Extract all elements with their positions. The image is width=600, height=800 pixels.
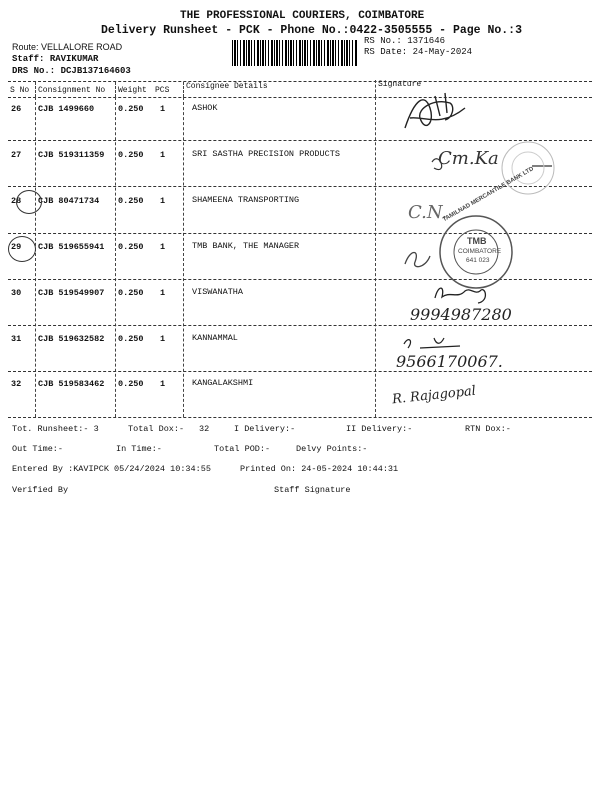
ii-delivery: II Delivery:- [346,424,413,434]
row-consignment-no: CJB 519632582 [38,334,105,344]
col-sep [375,80,376,97]
staff-value: RAVIKUMAR [49,54,99,64]
row-pcs: 1 [160,379,166,389]
col-pcs: PCS [155,86,170,95]
handdrawn-circle [16,190,42,214]
signature-row-31 [400,334,470,354]
staff-signature: Staff Signature [274,485,351,495]
row-sno: 29 [11,242,22,252]
col-sep [115,97,116,417]
verified-by: Verified By [12,485,69,495]
row-weight: 0.250 [118,379,144,389]
route-value: VELLALORE ROAD [41,42,123,52]
col-weight: Weight [118,86,147,95]
row-weight: 0.250 [118,334,144,344]
row-pcs: 1 [160,196,166,206]
printed-on: Printed On: 24-05-2024 10:44:31 [240,464,399,474]
runsheet-title: Delivery Runsheet - PCK - Phone No.:0422-3505555 - Page No.:3 [101,24,522,37]
barcode [232,40,358,66]
route-label: Route: [12,42,39,52]
signature-text-27: Cm.Ka [438,148,499,169]
in-time: In Time:- [116,444,162,454]
col-sep [35,97,36,417]
signature-row-30 [430,283,500,307]
signature-text-32: R. Rajagopal [391,383,477,408]
entered-by: Entered By :KAVIPCK 05/24/2024 10:34:55 [12,464,211,474]
stamp-city: COIMBATORE [458,248,502,255]
drs-label: DRS No.: [12,66,56,76]
row-consignment-no: CJB 519549907 [38,288,105,298]
row-weight: 0.250 [118,196,144,206]
handdrawn-circle [8,236,36,262]
row-sno: 32 [11,379,22,389]
row-pcs: 1 [160,288,166,298]
row-rule [8,371,592,372]
row-consignee: TMB BANK, THE MANAGER [192,241,300,251]
row-consignee: VISWANATHA [192,287,244,297]
phone-row-31: 9566170067. [396,352,503,371]
col-sno: S No [10,86,30,95]
stamp-bank-name: TAMILNAD MERCANTILE BANK LTD [442,166,535,224]
delvy-points: Delvy Points:- [296,444,368,454]
row-sno: 30 [11,288,22,298]
row-sno: 31 [11,334,22,344]
stamp-tmb: TMB [467,236,487,246]
table-header-rule [8,97,592,98]
drs-line [12,66,131,76]
col-sep [115,82,116,97]
route-line [12,42,122,52]
tot-runsheet: Tot. Runsheet:- 3 [12,424,99,434]
row-sno: 27 [11,150,22,160]
row-consignment-no: CJB 1499660 [38,104,95,114]
col-sep [35,82,36,97]
row-pcs: 1 [160,334,166,344]
row-weight: 0.250 [118,104,144,114]
col-signature: Signature [378,80,422,89]
row-weight: 0.250 [118,150,144,160]
col-sep [183,82,184,97]
row-consignee: SHAMEENA TRANSPORTING [192,195,300,205]
total-dox: Total Dox:- [128,424,185,434]
col-sep [375,97,376,417]
staff-label: Staff: [12,54,45,64]
company-title: THE PROFESSIONAL COURIERS, COIMBATORE [180,10,425,22]
stamp-pin: 641 023 [466,257,490,264]
row-weight: 0.250 [118,288,144,298]
row-sno: 28 [11,196,22,206]
col-consignee: Consignee Details [186,82,268,91]
table-top-rule [8,81,592,82]
row-consignment-no: CJB 519655941 [38,242,105,252]
row-pcs: 1 [160,150,166,160]
row-consignment-no: CJB 519583462 [38,379,105,389]
signature-text-28: C.N. [408,202,448,223]
signature-row-26 [395,88,475,138]
row-rule [8,417,592,418]
row-rule [8,325,592,326]
drs-value: DCJB137164603 [60,66,131,76]
row-weight: 0.250 [118,242,144,252]
col-sep [183,97,184,417]
phone-row-30: 9994987280 [410,305,512,324]
row-consignment-no: CJB 80471734 [38,196,100,206]
rs-number: RS No.: 1371646 [364,36,446,46]
total-pod: Total POD:- [214,444,271,454]
row-consignment-no: CJB 519311359 [38,150,105,160]
col-consignment: Consignment No [38,86,106,95]
row-consignee: ASHOK [192,103,218,113]
i-delivery: I Delivery:- [234,424,296,434]
out-time: Out Time:- [12,444,64,454]
total-dox-value: 32 [199,424,210,434]
row-pcs: 1 [160,104,166,114]
row-sno: 26 [11,104,22,114]
row-consignee: SRI SASTHA PRECISION PRODUCTS [192,149,340,159]
row-pcs: 1 [160,242,166,252]
row-consignee: KANNAMMAL [192,333,238,343]
signature-row-29 [400,244,440,274]
rs-date: RS Date: 24-May-2024 [364,47,473,57]
row-consignee: KANGALAKSHMI [192,378,254,388]
staff-line [12,54,98,64]
rtn-dox: RTN Dox:- [465,424,511,434]
